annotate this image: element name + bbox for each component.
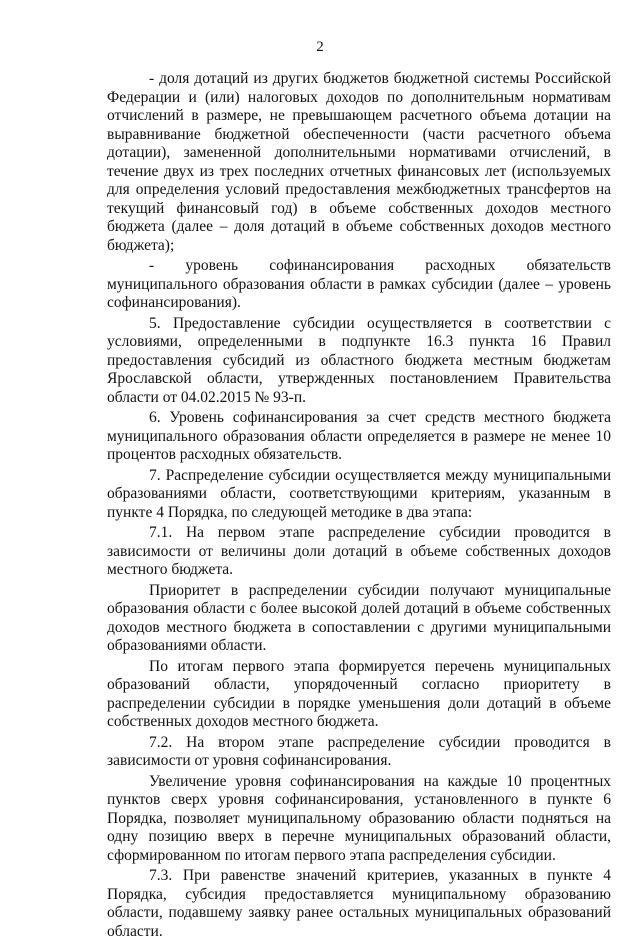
paragraph-item-5: 5. Предоставление субсидии осуществляется в соответствии с условиями, определенными в подпункте 16.3 пункта 16 Правил предоставления субсидий из областного бюджета местным бюджетам Ярославской области, утвержденных постановлением Правительства области от 04.02.2015 № 93-п. [107,314,611,406]
paragraph-share-of-grants: - доля дотаций из других бюджетов бюджетной системы Российской Федерации и (или) налоговых доходов по дополнительным нормативам отчислений в размере, не превышающем расчетного объема дотации на выравнивание бюджетной обеспеченности (части расчетного объема дотации), замененной дополнительными нормативами отчислений, в течение двух из трех последних отчетных финансовых лет (используемых для определения условий предоставления межбюджетных трансфертов на текущий финансовый год) в объеме собственных доходов местного бюджета (далее – доля дотаций в объеме собственных доходов местного бюджета); [107,70,611,254]
paragraph-item-7-3: 7.3. При равенстве значений критериев, указанных в пункте 4 Порядка, субсидия предоставляется муниципальному образованию области, подавшему заявку ранее остальных муниципальных образований области. [107,867,611,940]
paragraph-priority: Приоритет в распределении субсидии получают муниципальные образования области с более высокой долей дотаций в объеме собственных доходов местного бюджета в сопоставлении с другими муниципальными образованиями области. [107,581,611,654]
document-body [107,70,611,941]
paragraph-item-6: 6. Уровень софинансирования за счет средств местного бюджета муниципального образования области определяется в размере не менее 10 процентов расходных обязательств. [107,409,611,463]
paragraph-cofinancing-increase: Увеличение уровня софинансирования на каждые 10 процентных пунктов сверх уровня софинансирования, установленного в пункте 6 Порядка, позволяет муниципальному образованию области подняться на одну позицию вверх в перечне муниципальных образований области, сформированном по итогам первого этапа распределения субсидии. [107,772,611,864]
page-number: 2 [316,39,324,55]
paragraph-item-7-1: 7.1. На первом этапе распределение субсидии проводится в зависимости от величины доли дотаций в объеме собственных доходов местного бюджета. [107,524,611,578]
paragraph-first-stage-results: По итогам первого этапа формируется перечень муниципальных образований области, упорядоченный согласно приоритету в распределении субсидии в порядке уменьшения доли дотаций в объеме собственных доходов местного бюджета. [107,657,611,730]
paragraph-item-7: 7. Распределение субсидии осуществляется между муниципальными образованиями области, соответствующими критериям, указанным в пункте 4 Порядка, по следующей методике в два этапа: [107,466,611,521]
paragraph-cofinancing-level: - уровень софинансирования расходных обязательств муниципального образования области в рамках субсидии (далее – уровень софинансирования). [107,257,611,311]
paragraph-item-7-2: 7.2. На втором этапе распределение субсидии проводится в зависимости от уровня софинансирования. [107,733,611,769]
